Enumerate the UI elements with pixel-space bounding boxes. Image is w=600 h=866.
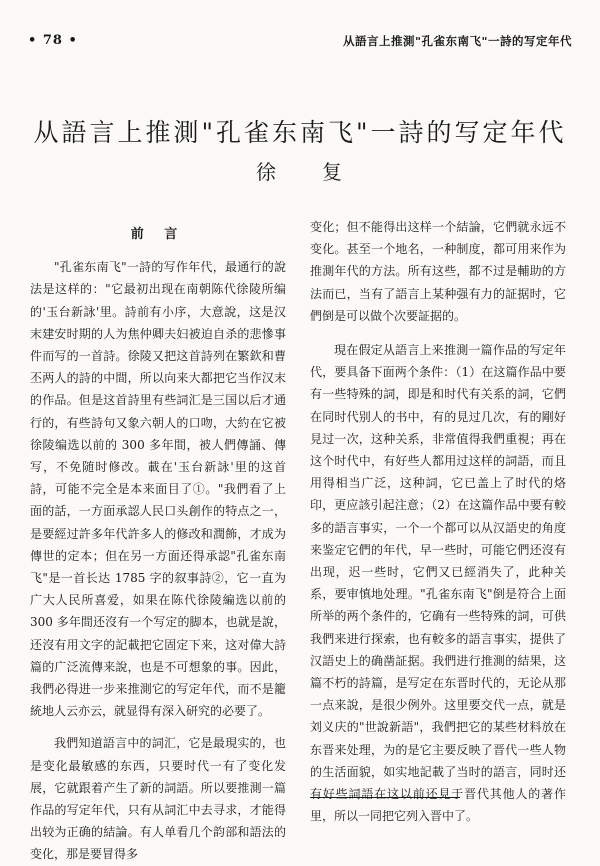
author-family-char: 复 (322, 160, 344, 184)
author-given-char: 徐 (256, 160, 278, 184)
paragraph: "孔雀东南飞"一詩的写作年代，最通行的說法是这样的："它最初出现在南朝陈代徐陵所编的'玉台新詠'里。詩前有小序，大意說，这是汉末建安时期的人为焦仲卿夫妇被迫自杀的悲慘事件而写的一首詩。徐陵又把这首詩列在繁欽和曹丕两人的詩的中間，所以向来大都把它当作汉末的作品。但是这首詩里有些詞汇是三国以后才通行的，有些詩句又象六朝人的口吻，大約在它被徐陵编选以前的 300 多年間，被人們傳誦、傳写，不免随时修改。載在'玉台新詠'里的这首詩，可能不完全是本来面目了①。"我們看了上面的話，一方面承認人民口头創作的特点之一，是要經过許多年代許多人的修改和潤飾，才成为傳世的定本；但在另一方面还得承認"孔雀东南飞"是一首长达 1785 字的叙事詩②，它一直为广大人民所喜爱，如果在陈代徐陵編选以前的 300 多年間还沒有一个写定的脚本，也就是說，还沒有用文字的記載把它固定下来，这对偉大詩篇的广泛流傳来說，也是不可想象的事。因此，我們必得进一步来推測它的写定年代，而不是籠統地人云亦云，就显得有深入研究的必要了。 (30, 260, 286, 719)
left-column (30, 216, 286, 866)
paragraph: 我們知道語言中的詞汇，它是最現实的，也是变化最敏感的东西，只要时代一有了变化发展，它就跟着产生了新的詞語。所以要推測一篇作品的写定年代，只有从詞汇中去寻求，才能得出较为正确的結論。有人单看几个韵部和語法的变化，那是要冒得多 (30, 736, 286, 862)
paragraph-continued: 变化；但不能得出这样一个結論，它們就永远不变化。甚至一个地名，一种制度，都可用来作为推測年代的方法。所有这些，都不过是輔助的方法而已，当有了語言上某种强有力的証据时，它們倒是可以做个次要証据的。 (310, 220, 566, 323)
paragraph: 現在假定从語言上来推測一篇作品的写定年代，要具备下面两个条件：（1）在这篇作品中要有一些特殊的詞，即是和时代有关系的詞，它們在同时代别人的书中，有的見过几次，有的剛好見过一次，这种关系，非常值得我們重視；再在这个时代中，有好些人都用过这样的詞語，而且用得相当广泛，这种詞，它已盖上了时代的烙印，更应該引起注意；（2）在这篇作品中要有較多的語言事实，一个一个都可以从汉語史的角度来鉴定它們的年代，早一些时，可能它們还沒有出现，迟一些时，它們又已經消失了，此种关系，要审慎地处理。"孔雀东南飞"倒是符合上面所举的两个条件的，它确有一些特殊的詞，可供我們来进行探索，也有較多的語言事实，提供了汉語史上的确凿証据。我們进行推測的結果，这篇不朽的詩篇，是写定在东晋时代的，无论从那一点来說，是很少例外。这里要交代一点，就是刘义庆的"世說新語"，我們把它的某些材料放在东晋来处理，为的是它主要反映了晋代一些人物的生活面貌，如实地記載了当时的語言，同时还有好些詞語在这以前还見于晋代其他人的著作里，所以一同把它列入晋中了。 (310, 343, 566, 824)
article-author (0, 156, 600, 185)
right-column (310, 216, 566, 827)
section-heading: 前 言 (130, 227, 186, 242)
article-title: 从語言上推測"孔雀东南飞"一詩的写定年代 (33, 117, 567, 147)
running-title: 从語言上推測"孔雀东南飞"一詩的写定年代 (343, 34, 572, 48)
page-number: • 78 • (28, 33, 78, 48)
page-header (0, 0, 600, 60)
footnote-divider (310, 797, 460, 798)
